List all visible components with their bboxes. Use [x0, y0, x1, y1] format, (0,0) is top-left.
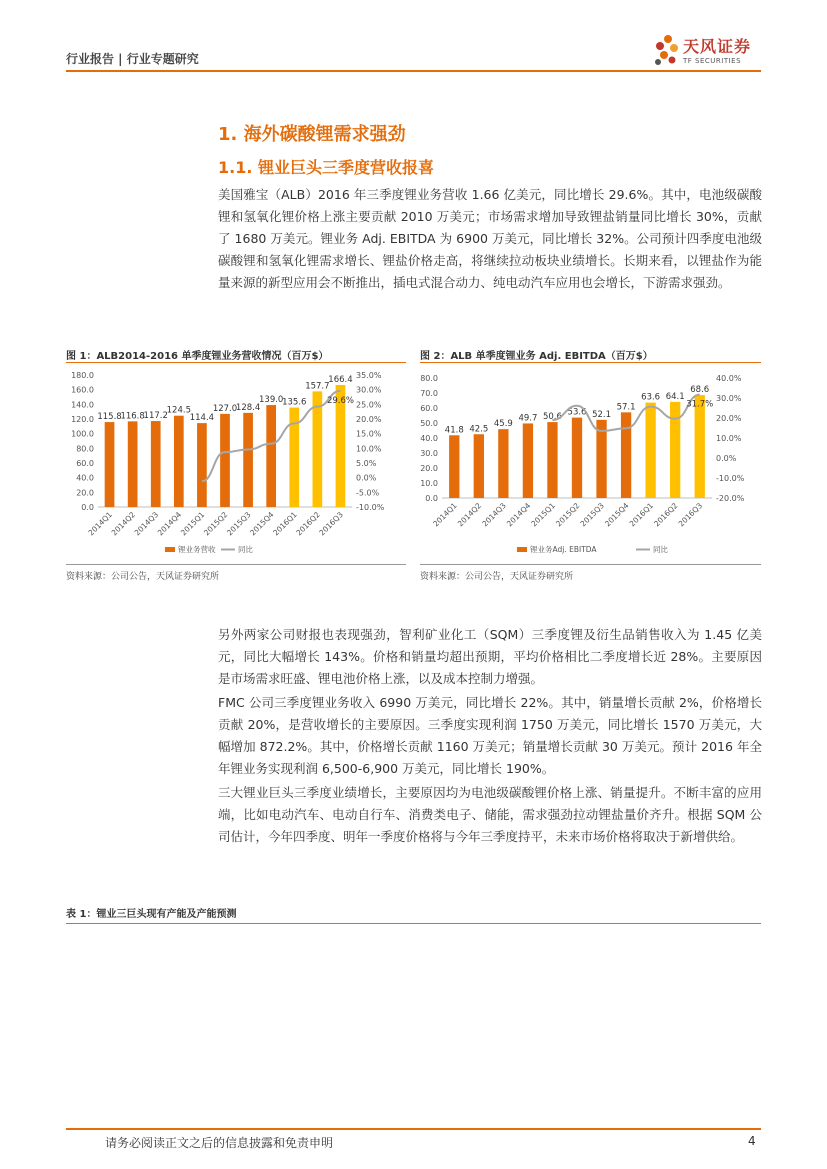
brand-subtitle: TF SECURITIES [683, 57, 742, 65]
chart1-category-label: 2016Q3 [317, 510, 345, 538]
chart2-y-left-tick: 10.0 [420, 479, 438, 488]
figure2-bottom-rule [420, 564, 761, 565]
footer-divider [66, 1128, 761, 1130]
chart2-category-label: 2016Q1 [627, 501, 656, 529]
chart1-y-right-tick: -5.0% [356, 488, 380, 498]
chart1-data-label: 139.0 [259, 395, 284, 406]
chart2-category-label: 2015Q3 [578, 501, 606, 529]
chart1-data-label: 115.8 [97, 412, 122, 423]
chart2-bar [572, 418, 582, 498]
paragraph-sqm: 另外两家公司财报也表现强劲，智利矿业化工（SQM）三季度锂及衍生品销售收入为 1.45 亿美元，同比大幅增长 143%。价格和销量均超出预期，平均价格相比二季度增长近 28%。主要原因是市场需求旺盛、锂电池价格上涨，以及成本控制力增强。 [218, 627, 762, 686]
chart2-y-left-tick: 30.0 [420, 449, 438, 458]
chart1-category-label: 2014Q2 [109, 510, 138, 538]
figure1-source: 资料来源：公司公告，天风证券研究所 [66, 572, 220, 582]
chart1-data-label: 127.0 [212, 403, 238, 414]
figure1-bottom-rule [66, 564, 406, 565]
chart1-legend-bar-label: 锂业务营收 [178, 545, 216, 554]
chart1-y-left-tick: 20.0 [76, 488, 94, 498]
chart2-data-label: 49.7 [518, 413, 538, 424]
chart2-bar [523, 423, 533, 498]
chart1-category-label: 2014Q3 [132, 510, 161, 538]
footer-disclaimer: 请务必阅读正文之后的信息披露和免责申明 [105, 1136, 334, 1150]
chart1-bar [151, 421, 161, 507]
chart1-data-label: 117.2 [143, 411, 168, 422]
chart1-y-right-tick: 35.0% [356, 371, 382, 380]
chart1-bar [128, 421, 138, 507]
chart1-y-right-tick: 0.0% [356, 473, 377, 483]
chart1-data-label: 157.7 [305, 381, 330, 392]
chart1-legend-bar-swatch [165, 547, 175, 552]
chart2-y-right-tick: -20.0% [716, 494, 745, 503]
chart1-y-right-tick: 20.0% [356, 415, 382, 424]
chart2-data-label: 68.6 [690, 385, 710, 396]
paragraph-fmc: FMC 公司三季度锂业务收入 6990 万美元，同比增长 22%。其中，销量增长贡献 2%，价格增长贡献 20%，是营收增长的主要原因。三季度实现利润 1750 万美元，同比增长 1570 万美元，大幅增加 872.2%。其中，价格增长贡献 1160 万美元；销量增长贡献 30 万美元。预计 2016 年全年锂业务实现利润 6,500-6,900 万美元，同比增长 190%。 [218, 695, 762, 776]
page-number: 4 [748, 1134, 756, 1148]
chart1-y-left-tick: 180.0 [71, 371, 94, 380]
figure2-title: 图 2：ALB 单季度锂业务 Adj. EBITDA（百万$） [420, 351, 653, 362]
chart1-data-label: 135.6 [282, 397, 307, 408]
chart2-y-left-tick: 70.0 [420, 389, 438, 398]
chart2-category-label: 2014Q2 [455, 501, 484, 529]
chart2-category-label: 2016Q3 [676, 501, 705, 529]
chart1-y-left-tick: 40.0 [76, 473, 94, 483]
chart1-y-left-tick: 80.0 [76, 444, 94, 454]
chart1-y-right-tick: 25.0% [356, 400, 382, 410]
paragraph-summary: 三大锂业巨头三季度业绩增长，主要原因均为电池级碳酸锂价格上涨、销量提升。不断丰富的应用端，比如电动汽车、电动自行车、消费类电子、储能，需求强劲拉动锂盐量价齐升。根据 SQM 公司估计，今年四季度、明年一季度价格将与今年三季度持平，未来市场价格将取决于新增供给。 [218, 785, 762, 844]
chart1-bar [197, 423, 207, 507]
chart1-y-right-tick: 15.0% [356, 429, 382, 439]
chart1-yoy-label: 29.6% [326, 395, 354, 406]
chart1-y-right-tick: 10.0% [356, 444, 382, 454]
chart2-y-right-tick: -10.0% [716, 474, 745, 483]
chart1-bar [266, 405, 276, 507]
section-heading: 1. 海外碳酸锂需求强劲 [218, 124, 406, 145]
chart1-y-left-tick: 60.0 [76, 459, 94, 468]
chart1-data-label: 114.4 [189, 413, 215, 424]
chart1-category-label: 2016Q1 [271, 510, 299, 538]
chart1-category-label: 2015Q3 [225, 510, 253, 538]
chart2-y-right-tick: 0.0% [716, 454, 737, 463]
chart2-category-label: 2015Q1 [529, 501, 557, 529]
chart1-y-left-tick: 0.0 [81, 503, 94, 512]
chart2-bar [695, 395, 705, 498]
chart2-data-label: 57.1 [616, 402, 636, 413]
chart2-y-left-tick: 80.0 [420, 374, 438, 383]
chart2-data-label: 63.6 [641, 392, 661, 403]
chart2-category-label: 2014Q3 [480, 501, 508, 529]
chart1-y-left-tick: 120.0 [71, 415, 94, 424]
chart2-y-right-tick: 10.0% [716, 434, 742, 443]
header-section: 行业报告 | 行业专题研究 [66, 52, 199, 66]
chart2-legend-line-label: 同比 [653, 545, 668, 554]
chart1-y-right-tick: 30.0% [356, 385, 382, 395]
chart1-y-right-tick: 5.0% [356, 459, 377, 468]
table1-rule [66, 923, 761, 924]
chart1-y-left-tick: 100.0 [71, 429, 94, 439]
chart2-bar [645, 403, 655, 498]
chart2-data-label: 53.6 [567, 407, 587, 418]
chart2-bar [621, 412, 631, 498]
chart2-data-label: 45.9 [493, 419, 513, 430]
chart2-bar [498, 429, 508, 498]
chart2-bar [670, 402, 680, 498]
chart1-category-label: 2014Q1 [86, 510, 114, 538]
chart2-y-left-tick: 20.0 [420, 464, 438, 473]
chart2-category-label: 2015Q4 [603, 501, 631, 529]
chart2-yoy-label: 31.7% [686, 399, 714, 410]
figure1-chart [66, 363, 406, 563]
chart1-data-label: 128.4 [235, 402, 261, 413]
chart2-data-label: 42.5 [469, 424, 489, 435]
chart2-y-right-tick: 40.0% [716, 374, 742, 383]
chart2-bar [474, 434, 484, 498]
header-divider [66, 70, 761, 72]
chart1-category-label: 2015Q1 [178, 510, 207, 538]
chart1-category-label: 2015Q4 [248, 510, 276, 538]
chart1-category-label: 2015Q2 [202, 510, 230, 538]
table1-title: 表 1：锂业三巨头现有产能及产能预测 [66, 909, 237, 920]
chart2-category-label: 2014Q1 [431, 501, 459, 529]
chart2-bar [449, 435, 459, 498]
chart2-y-left-tick: 40.0 [420, 434, 438, 443]
chart2-y-left-tick: 60.0 [420, 404, 438, 413]
chart1-bar [243, 413, 253, 507]
subsection-heading: 1.1. 锂业巨头三季度营收报喜 [218, 158, 434, 177]
chart1-category-label: 2014Q4 [155, 510, 184, 538]
chart2-y-left-tick: 50.0 [420, 419, 438, 428]
chart2-category-label: 2015Q2 [554, 501, 582, 529]
chart2-y-right-tick: 20.0% [716, 414, 742, 423]
chart1-legend-line-label: 同比 [238, 545, 253, 554]
chart2-category-label: 2014Q4 [504, 501, 533, 529]
paragraph-alb: 美国雅宝（ALB）2016 年三季度锂业务营收 1.66 亿美元，同比增长 29.6%。其中，电池级碳酸锂和氢氧化锂价格上涨主要贡献 2010 万美元；市场需求增加导致锂盐销量同比增长 30%，贡献了 1680 万美元。锂业务 Adj. EBITDA 为 6900 万美元，同比增长 32%。公司预计四季度电池级碳酸锂和氢氧化锂需求增长、锂盐价格走高，将继续拉动板块业绩增长。长期来看，以锂盐作为能量来源的新型应用会不断推出，插电式混合动力、纯电动汽车应用也会增长，下游需求强劲。 [218, 187, 762, 290]
chart1-data-label: 116.8 [120, 411, 145, 422]
chart1-y-right-tick: -10.0% [356, 503, 385, 512]
chart2-legend-bar-label: 锂业务Adj. EBITDA [530, 545, 597, 554]
chart2-y-right-tick: 30.0% [716, 394, 742, 403]
chart1-bar [105, 422, 115, 507]
figure2-chart [420, 363, 761, 563]
figure1-title: 图 1：ALB2014-2016 单季度锂业务营收情况（百万$） [66, 351, 329, 362]
chart1-bar [174, 416, 184, 507]
chart1-bar [313, 391, 323, 507]
chart1-y-left-tick: 140.0 [71, 400, 94, 410]
chart2-data-label: 41.8 [444, 425, 464, 436]
chart2-legend-bar-swatch [517, 547, 527, 552]
chart2-data-label: 50.6 [542, 412, 562, 423]
chart2-y-left-tick: 0.0 [425, 494, 438, 503]
chart2-data-label: 64.1 [665, 391, 685, 402]
chart2-data-label: 52.1 [592, 409, 612, 420]
chart1-data-label: 124.5 [166, 405, 191, 416]
chart2-bar [547, 422, 557, 498]
chart1-data-label: 166.4 [328, 374, 353, 385]
chart1-y-left-tick: 160.0 [71, 385, 94, 395]
figure2-source: 资料来源：公司公告，天风证券研究所 [420, 572, 574, 582]
chart1-bar [220, 414, 230, 507]
chart1-category-label: 2016Q2 [294, 510, 322, 538]
brand-name: 天风证券 [683, 37, 752, 56]
chart2-category-label: 2016Q2 [652, 501, 680, 529]
